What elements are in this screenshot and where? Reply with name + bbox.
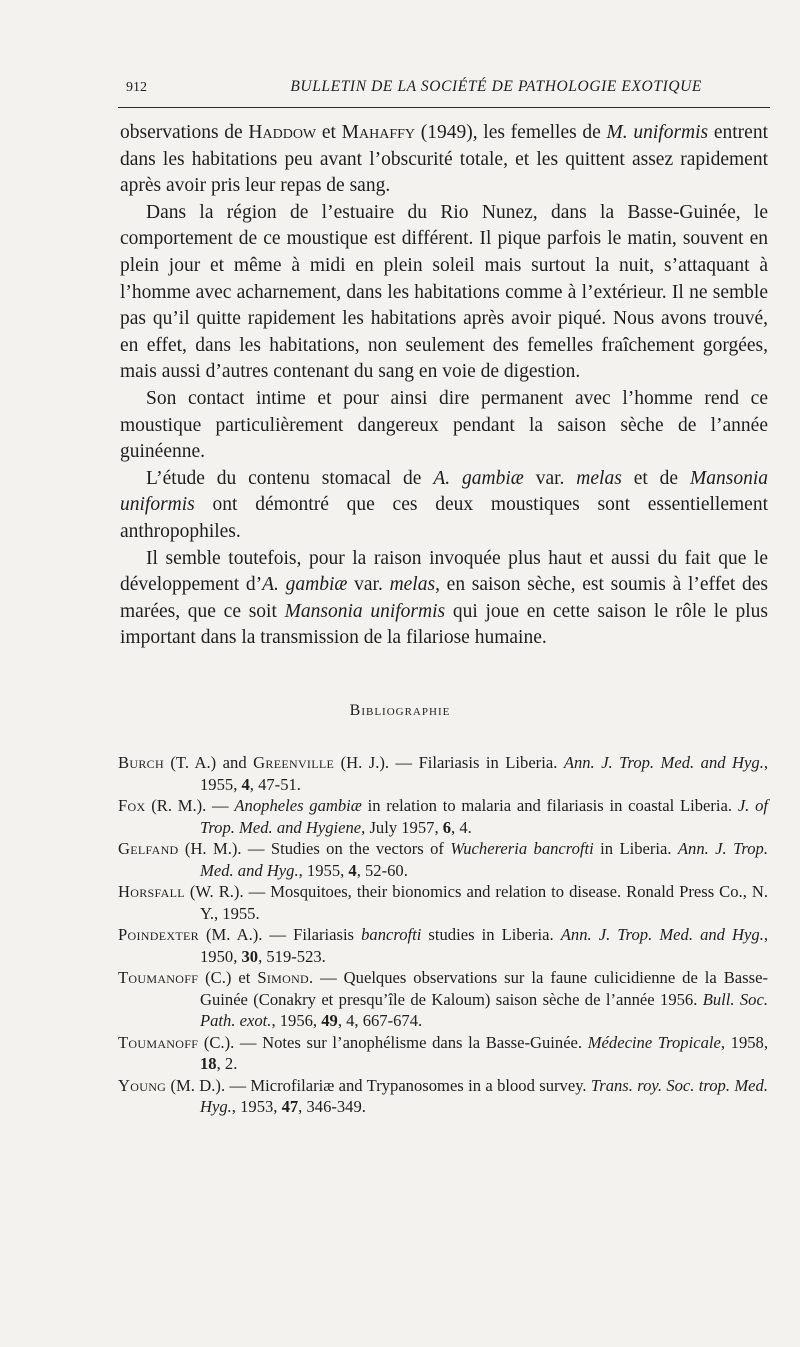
text-run: et [316,122,342,143]
author-name: Toumanoff [118,968,199,987]
header-rule [118,107,770,108]
text-run: var. [523,467,577,489]
volume-number: 47 [281,1097,299,1116]
text-run: , 4. [451,817,472,837]
bibliography-entry [118,967,768,1032]
author-name: Gelfand [118,839,179,858]
journal-name: Bull. Soc. Path. exot. [200,989,768,1030]
journal-name: Ann. J. Trop. Med. and Hyg. [563,753,764,772]
page-number: 912 [126,80,147,95]
author-name: Simond [257,968,310,987]
text-run: L’étude du contenu stomacal de [146,467,434,489]
text-run: var. [347,574,390,596]
species-name: Mansonia uniformis [120,467,768,516]
text-run: , 346-349. [298,1097,366,1116]
text-run: , 519-523. [258,946,326,966]
species-name: melas [389,574,436,596]
species-name: bancrofti [361,925,422,944]
text-run: , 1955, [200,753,768,794]
author-name: Horsfall [118,882,185,901]
text-run: , 1956, [271,1011,322,1030]
text-run: (R. M.). — [145,796,235,815]
species-name: A. gambiæ [262,574,348,596]
text-run: , 1958, [720,1032,768,1052]
bibliography-entry [118,838,768,881]
running-header [118,78,770,104]
species-name: Mansonia uniformis [284,600,446,622]
volume-number: 6 [442,817,452,837]
bibliography-list [118,752,768,1118]
text-run: , July 1957, [361,817,443,837]
text-run: (W. R.). — Mosquitoes, their bionomics and relation to disease. Ronald Press Co., N. Y., 1955. [184,882,768,923]
text-run: , 1953, [231,1097,282,1116]
text-run: studies in Liberia. [421,925,561,944]
bibliography-entry [118,881,768,924]
bibliography-entry [118,1032,768,1075]
body-text [120,120,768,652]
author-name: Haddow [248,122,317,143]
bibliography-entry [118,924,768,967]
text-run: , 52-60. [356,860,408,880]
species-name: melas [576,467,622,489]
author-name: Poindexter [118,925,199,944]
text-run: , 1950, [200,925,769,966]
author-name: Greenville [253,753,335,772]
author-name: Mahaffy [341,122,416,143]
journal-name: Trans. roy. Soc. trop. Med. Hyg. [200,1075,768,1116]
volume-number: 30 [241,946,259,966]
species-name: Anopheles gambiæ [234,796,362,815]
text-run: in Liberia. [593,839,678,858]
text-run: entrent dans les habitations peu avant l’obscurité totale, et les quittent assez rapidement après avoir pris leur repas de sang. [120,122,768,197]
volume-number: 49 [321,1011,338,1030]
volume-number: 18 [200,1054,217,1073]
text-run: (H. J.). — Filariasis in Liberia. [334,753,564,772]
text-run: , 1955, [298,860,349,880]
volume-number: 4 [348,860,357,880]
text-run: , 47-51. [249,774,301,794]
species-name: Wuchereria bancrofti [450,839,594,858]
author-name: Fox [118,796,146,815]
bibliography-heading: Bibliographie [349,702,451,719]
author-name: Toumanoff [118,1032,199,1052]
journal-name: Médecine Tropicale [587,1032,721,1052]
text-run: observations de [120,122,249,143]
text-run: (M. A.). — Filariasis [198,925,362,944]
text-run: qui joue en cette saison le rôle le plus important dans la transmission de la filariose humaine. [120,600,768,649]
paragraph-5 [120,546,768,652]
running-title: BULLETIN DE LA SOCIÉTÉ DE PATHOLOGIE EXOTIQUE [290,78,702,95]
journal-name: Ann. J. Trop. Med. and Hyg. [200,839,768,880]
text-run: et de [621,467,690,489]
text-run: (1949), les femelles de [415,122,607,143]
text-run: . — Quelques observations sur la faune culicidienne de la Basse-Guinée (Conakry et presqu’île de Kaloum) saison sèche de l’année 1956. [200,968,768,1009]
paragraph-1 [120,120,768,200]
text-run: (C.) et [198,968,258,987]
text-run: in relation to malaria and filariasis in coastal Liberia. [361,796,738,815]
paragraph-3: Son contact intime et pour ainsi dire permanent avec l’homme rend ce moustique particulièrement dangereux pendant la saison sèche de l’année guinéenne. [120,387,768,463]
paragraph-2: Dans la région de l’estuaire du Rio Nunez, dans la Basse-Guinée, le comportement de ce moustique est différent. Il pique parfois le matin, souvent en plein jour et même à midi en plein soleil mais surtout la nuit, s’attaquant à l’homme avec acharnement, dans les habitations comme à l’extérieur. Il ne semble pas qu’il quitte rapidement les habitations après avoir piqué. Nous avons trouvé, en effet, dans les habitations, non seulement des femelles fraîchement gorgées, mais aussi d’autres contenant du sang en voie de digestion. [120,201,768,383]
volume-number: 4 [241,774,250,794]
species-name: M. uniformis [606,122,709,143]
text-run: (H. M.). — Studies on the vectors of [178,839,451,858]
text-run: (C.). — Notes sur l’anophélisme dans la Basse-Guinée. [198,1032,588,1052]
text-run: (T. A.) and [163,753,254,772]
author-name: Young [118,1075,167,1095]
text-run: (M. D.). — Microfilariæ and Trypanosomes in a blood survey. [166,1075,591,1095]
paragraph-4 [120,466,768,546]
bibliography-entry [118,752,768,795]
text-run: ont démontré que ces deux moustiques sont essentiellement anthropophiles. [120,494,768,542]
text-run: , 4, 667-674. [337,1011,423,1030]
bibliography-entry [118,1075,768,1118]
journal-name: Ann. J. Trop. Med. and Hyg. [560,925,764,944]
bibliography-entry [118,795,768,838]
author-name: Burch [118,753,164,772]
text-run: Il semble toutefois, pour la raison invoquée plus haut et aussi du fait que le développement d’ [120,547,768,596]
species-name: A. gambiæ [433,467,524,489]
text-run: , en saison sèche, est soumis à l’effet des marées, que ce soit [120,574,768,622]
text-run: , 2. [216,1054,238,1073]
journal-name: J. of Trop. Med. and Hygiene [200,796,768,837]
